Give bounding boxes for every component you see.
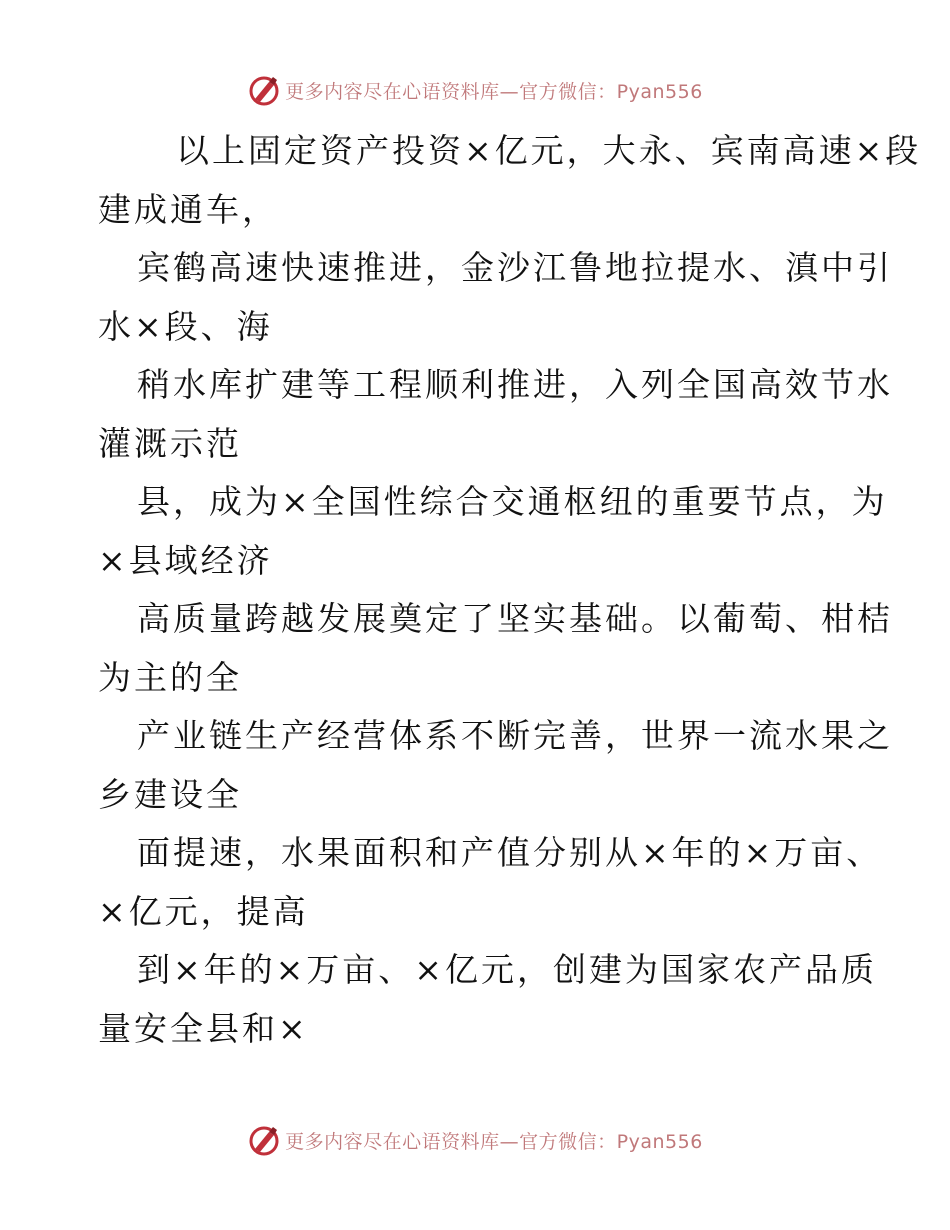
body-line: ×县域经济 [98,540,273,580]
body-line: 水×段、海 [98,306,273,346]
body-line: 乡建设全 [98,774,242,814]
footer-watermark-text: 更多内容尽在心语资料库—官方微信：Pyan556 [285,1130,703,1153]
body-line: 灌溉示范 [98,423,242,463]
body-line: 县，成为×全国性综合交通枢纽的重要节点，为 [137,482,888,521]
body-line: 量安全县和× [98,1008,309,1048]
document-body [98,122,922,1058]
body-line: 到×年的×万亩、×亿元，创建为国家农产品质 [137,950,877,989]
header-watermark-banner [0,70,950,110]
body-line: 高质量跨越发展奠定了坚实基础。以葡萄、柑桔 [137,599,893,638]
footer-watermark-banner [0,1120,950,1160]
pen-logo-icon [247,1123,281,1157]
body-line: 稍水库扩建等工程顺利推进，入列全国高效节水 [137,365,893,404]
body-line: 为主的全 [98,657,242,697]
body-line: 建成通车， [98,189,278,229]
body-line: 产业链生产经营体系不断完善，世界一流水果之 [137,716,893,755]
body-line: 以上固定资产投资×亿元，大永、宾南高速×段 [176,131,922,170]
body-line: ×亿元，提高 [98,891,309,931]
body-line: 面提速，水果面积和产值分别从×年的×万亩、 [137,833,883,872]
header-watermark-text: 更多内容尽在心语资料库—官方微信：Pyan556 [285,80,703,103]
body-line: 宾鹤高速快速推进，金沙江鲁地拉提水、滇中引 [137,248,893,287]
pen-logo-icon [247,73,281,107]
